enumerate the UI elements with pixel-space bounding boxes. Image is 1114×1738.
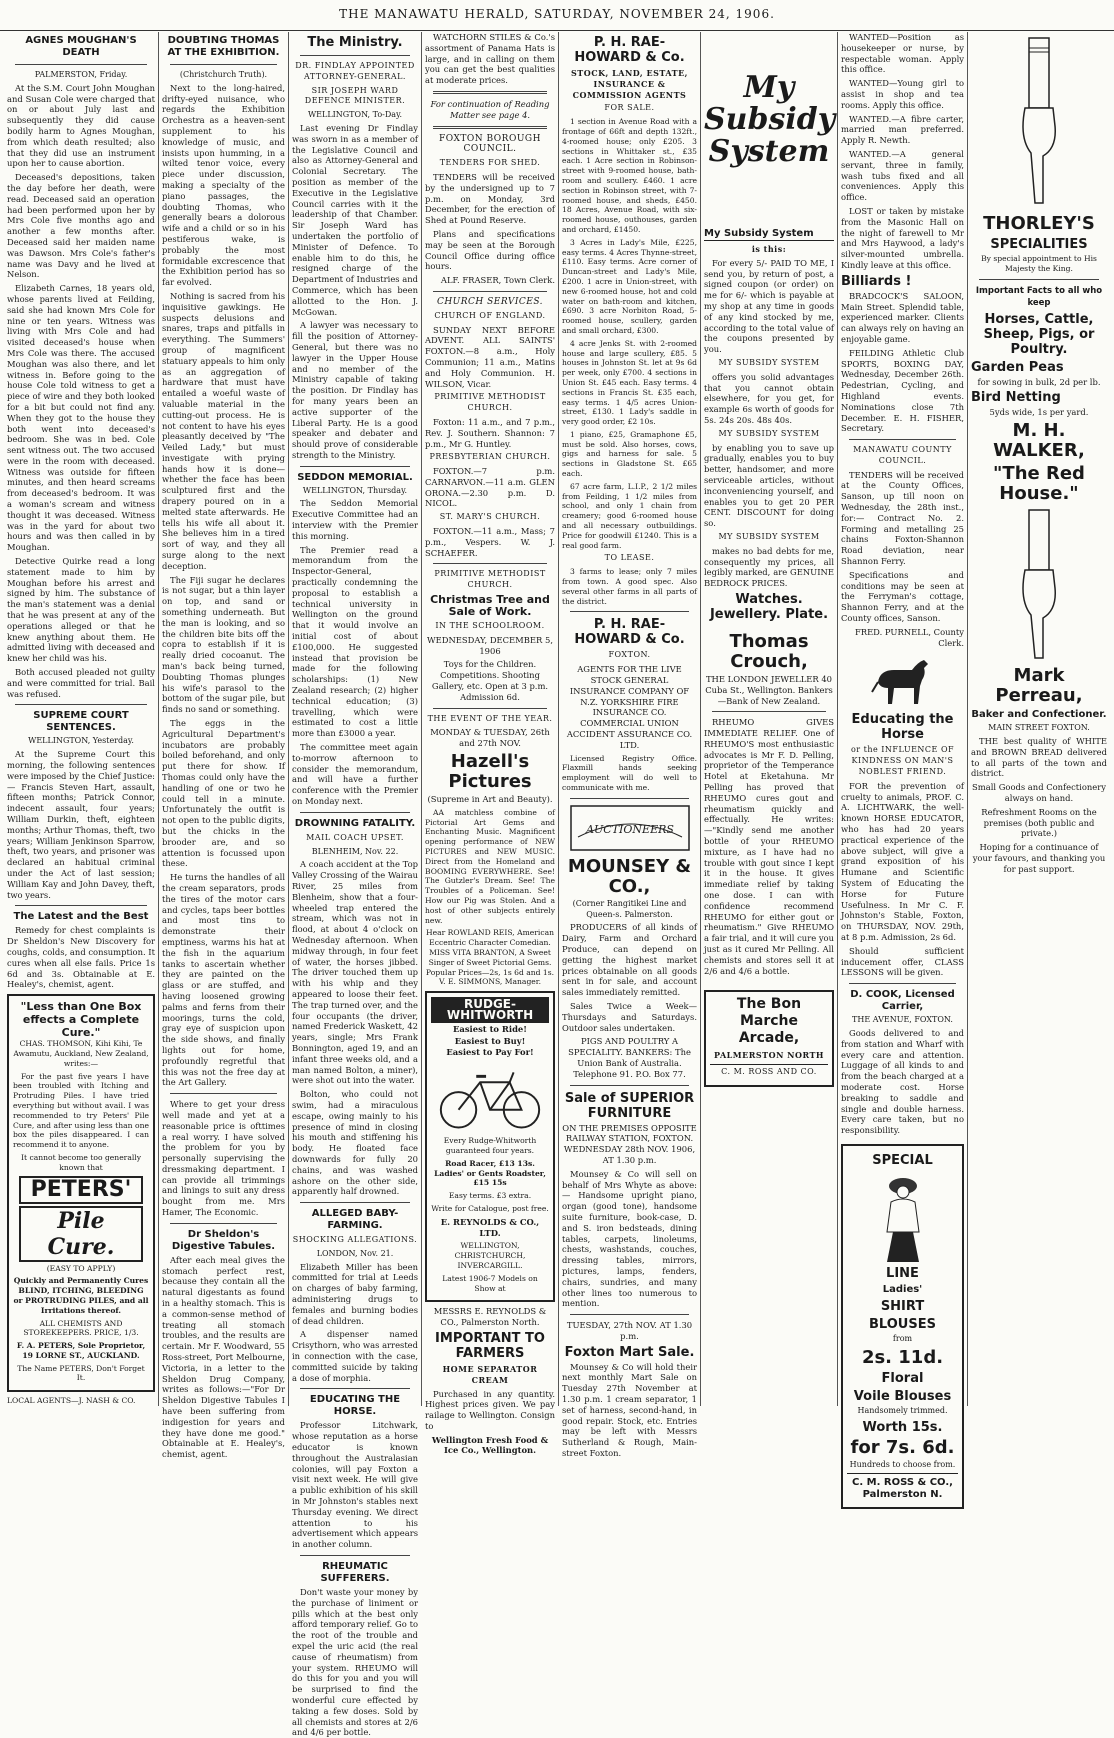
notice-paragraph: Foxton: 11 a.m., and 7 p.m., Rev. J. Southern. Shannon: 7 p.m., Mr G. Huntley. (425, 416, 555, 449)
subheadline: CHURCH OF ENGLAND. (434, 310, 546, 320)
ad-text: SHIRT (880, 1298, 925, 1314)
signature: ALF. FRASER, Town Clerk. (440, 275, 555, 286)
ad-text: Hundreds to choose from. (849, 1459, 956, 1469)
headline-livestock: Horses, Cattle, Sheep, Pigs, or Poultry. (983, 311, 1095, 357)
peters-pile-cure-ad (7, 994, 155, 1392)
ad-text: Voile Blouses (853, 1388, 952, 1404)
display-word: My (743, 70, 795, 105)
divider (849, 983, 956, 984)
column-2 (159, 32, 289, 1460)
subheadline: MY SUBSIDY SYSTEM (718, 531, 820, 541)
classified: LOST or taken by mistake from the Masonic Hall on the night of farewell to Mr and Mrs Haywood, a lady's silver-mounted umbrella. Kindly leave at this office. (841, 205, 964, 270)
headline-watches: Watches. Jewellery. Plate. (709, 591, 829, 622)
listing-paragraph: Mounsey & Co will hold their next monthly Mart Sale on Tuesday 27th November at 1.30 p.m. 1 cream separator, 1 set of harness, second-hand, in good repair. Stock, etc. Entries may be left with Messrs Sutherland & Rough, Main-street Foxton. (562, 1361, 697, 1459)
dateline: WELLINGTON, Yesterday. (28, 736, 134, 746)
rudge-whitworth-ad (425, 991, 555, 1302)
article-paragraph: Remedy for chest complaints is Dr Sheldon's New Discovery for coughs, colds, and consumption. It cures when all else fails. Price 1s 6d and 3s. Obtainable at E. Healey's, chemist, agent. (7, 925, 155, 990)
divider (849, 439, 956, 440)
article-paragraph: He turns the handles of all the cream separators, prods the tires of the motor cars and cycles, taps beer bottles and most tins to demonstrate their emptiness, warms his hat at the fish in the aquarium tanks to ascertain whether they are painted on the glass or are stuffed, and having loosened growing palms and ferns from their moorings, turns the cold, gray eye of suspicion upon the side shows, and finally lights out for home, profoundly regretful that this was not the free day at the Art Gallery. (162, 872, 285, 1088)
notice-paragraph: FOXTON.—11 a.m., Mass; 7 p.m., Vespers. W. J. SCHAEFER. (425, 526, 555, 558)
agents-list: AGENTS FOR THE LIVE STOCK GENERAL INSURANCE COMPANY OF N.Z. YORKSHIRE FIRE INSURANCE CO. COMMERCIAL UNION ACCIDENT ASSURANCE CO. LTD. (566, 664, 693, 750)
article-paragraph: A coach accident at the Top Valley Crossing of the Wairau River, 25 miles from Blenheim, show that a four-wheeled trap entered the stream, which was not in flood, at about 4 o'clock on Wednesday afternoon. When midway through, in four feet of water, the horses jibbed. The driver touched them up with his whip and they appeared to loose their feet. The trap turned over, and the four occupants (the driver, named Frederick Waskett, 42 years, single; Mrs Frank Bonnington, aged 19, and an infant three weeks old, and a man named Bolton, a miner), were shot out into the water. (292, 859, 418, 1086)
article-paragraph: A lawyer was necessary to fill the position of Attorney-General, but there was no lawyer in the Upper House and no member of the Ministry capable of taking the position. Dr Findlay has for many years been an active supporter of the Liberal Party. He is a good speaker and debater and should prove of considerable strength to the Ministry. (292, 320, 418, 460)
headline-cook-carrier: D. COOK, Licensed Carrier, (850, 989, 955, 1013)
notice-paragraph: Hear ROWLAND REIS, American Eccentric Character Comedian. MISS VITA BRANTON, A Sweet Singer of Sweet Pictorial Gems. Popular Prices—2s, 1s 6d and 1s. V. E. SIMMONS, Manager. (425, 928, 555, 987)
subheadline: SIR JOSEPH WARD DEFENCE MINISTER. (304, 85, 406, 106)
dateline: LONDON, Nov. 21. (316, 1248, 394, 1258)
notice-paragraph: FOXTON.—7 p.m. CARNARVON.—11 a.m. GLEN ORONA.—2.30 p.m. D. NICOL. (425, 466, 555, 509)
divider (300, 1555, 410, 1556)
subheadline: ST. MARY'S CHURCH. (439, 512, 541, 522)
ad-title: SPECIAL (872, 1152, 933, 1168)
headline-drowning: DROWNING FATALITY. (294, 817, 416, 829)
article-paragraph: A dispenser named Crisythorn, who was arrested in connection with the case, committed suicide by taking a dose of morphia. (292, 1329, 418, 1383)
ad-text: Ladies' (882, 1283, 923, 1295)
headline-red-house: "The Red House." (993, 463, 1085, 505)
listing-paragraph: 3 Acres in Lady's Mile, £225, easy terms. 4 Acres Thynne-street, £110. Easy terms. Acre corner of Duncan-street and Lady's Mile, £200. 1 acre in Union-street, with new 6-roomed house, hot and cold water on bath-room and kitchen, £690. 3 acre Norbiton Road, 5-roomed house, scullery, garden and small orchard, £300. (562, 237, 697, 335)
headline-baker: Baker and Confectioner. (971, 709, 1107, 721)
headline-furniture-sale: Sale of SUPERIOR FURNITURE (564, 1090, 695, 1121)
article-paragraph: At the Supreme Court this morning, the following sentences were imposed by the Chief Justice:— Francis Steven Hart, assault, fifteen months; Patrick Connor, indecent assault, four years; William Durkin, theft, eighteen months; Arthur Thomas, theft, two years; William Jenkinson Sparrow, theft, two years, and prisoner was declared an habitual criminal under the Act of last session; William Kay and John Davey, theft, two years. (7, 749, 155, 900)
lady-figure-icon (873, 1172, 933, 1262)
subheadline: (Corner Rangitikei Line and Queen-s. Palmerston. (572, 898, 687, 919)
masthead: THE MANAWATU HERALD, SATURDAY, NOVEMBER 24, 1906. (0, 0, 1114, 31)
headline-thomas-crouch: Thomas Crouch, (729, 630, 809, 672)
notice-paragraph: Toys for the Children. Competitions. Shooting Gallery, etc. Open at 3 p.m. Admission 6d. (431, 659, 549, 702)
subheadline: PRIMITIVE METHODIST CHURCH. (434, 392, 546, 413)
ad-text: Handsomely trimmed. (857, 1405, 948, 1415)
divider (570, 611, 689, 612)
ad-price: 2s. 11d. (861, 1346, 944, 1368)
subheadline: FOR SALE. (604, 103, 655, 113)
listing-paragraph: PIGS AND POULTRY A SPECIALITY. BANKERS: The Union Bank of Australia. Telephone 91. P.O. Box 77. (568, 1036, 691, 1079)
headline-walker: M. H. WALKER, (993, 420, 1085, 462)
divider (570, 1085, 689, 1086)
headline-billiards: Billiards ! (841, 273, 912, 289)
ad-title: The Bon Marche (736, 996, 802, 1030)
divider (433, 291, 547, 292)
listing-paragraph: 1 piano, £25, Gramaphone £5, must be sold. Also horses, cows, gigs and harness for sale. 5 sections in Gladstone St. £65 each. (562, 429, 697, 479)
divider (300, 55, 410, 56)
subheadline: is this: (751, 244, 787, 254)
divider (433, 563, 547, 564)
ad-text: BLOUSES (869, 1316, 936, 1332)
divider (15, 905, 147, 906)
ad-text: Write for Catalogue, post free. (431, 1203, 549, 1213)
subheadline: or the INFLUENCE OF KINDNESS ON MAN'S NOBLEST FRIEND. (850, 745, 955, 777)
headline-foxton-borough: FOXTON BOROUGH COUNCIL. (439, 133, 541, 155)
display-word: Subsidy (704, 102, 836, 137)
column-4 (422, 32, 559, 1456)
headline-subsidy-system: My Subsidy System (704, 228, 834, 241)
subheadline: STOCK, LAND, ESTATE, INSURANCE & COMMISSION AGENTS (571, 68, 688, 100)
article-paragraph: Bolton, who could not swim, had a miraculous escape, owing mainly to his presence of mind in closing his mouth and stiffening his body. He floated face downwards for fully 20 chains, and was washed ashore on the other side, apparently half drowned. (292, 1089, 418, 1197)
article-paragraph: The Fiji sugar he declares is not sugar, but a thin layer on top, and sand or something underneath. But the man is looking, and so the children bite bits off the copra to establish if it is really dried cocoanut. The man's back being turned, Doubting Thomas plunges his wife's parasol to the bottom of the sugar pile, but finds no sand or something. (162, 574, 285, 715)
article-paragraph: Next to the long-haired, drifty-eyed nuisance, who regards the Exhibition Orchestra as a heaven-sent supplement to his knowledge of music, and insists upon humming, in a wilted tenor voice, every piece under discussion, making a specialty of the piano passages, the doubting Thomas, who generally bears a dolorous wife and a child or so in his pestiferous wake, is probably the most formidable excrescence that the Exhibition period has so far evolved. (162, 82, 285, 288)
divider (170, 64, 277, 65)
headline-important-farmers: IMPORTANT TO FARMERS (435, 1330, 545, 1361)
classified: WANTED—Young girl to assist in shop and tea rooms. Apply this office. (841, 78, 964, 110)
column-1 (4, 32, 159, 1406)
ad-text: Floral (881, 1370, 924, 1386)
listing-paragraph: TUESDAY, 27th NOV. AT 1.30 p.m. (566, 1320, 693, 1341)
dateline: WELLINGTON, Thursday. (302, 485, 408, 495)
notice-paragraph: SUNDAY NEXT BEFORE ADVENT. ALL SAINTS' FOXTON.—8 a.m., Holy Communion; 11 a.m., Matins and Holy Communion. H. WILSON, Vicar. (425, 324, 555, 389)
subheadline: Important Facts to all who keep (975, 285, 1103, 308)
listing-paragraph: Sales Twice a Week—Thursdays and Saturdays. Outdoor sales undertaken. (562, 1000, 697, 1033)
dateline: PALMERSTON, Friday. (34, 70, 128, 79)
listing-paragraph: Mounsey & Co will sell on behalf of Mrs Whyte as above:— Handsome upright piano, organ (good tone), handsome suite furniture, book-case, D. and S. iron bedsteads, dining tables, carpets, linoleums, chests, washstands, couches, dressing tables, mirrors, pictures, lamps, fenders, chairs, sundries, and many other lines too numerous to mention. (562, 1168, 697, 1309)
notice-paragraph: By special appointment to His Majesty the King. (981, 254, 1097, 273)
headline-baby-farming: ALLEGED BABY-FARMING. (311, 1208, 399, 1232)
divider (300, 1202, 410, 1203)
headline-mark-perreau: Mark Perreau, (995, 665, 1083, 707)
divider (170, 1093, 277, 1094)
dateline: WELLINGTON, To-Day. (307, 110, 403, 120)
headline-county-council: MANAWATU COUNTY COUNCIL. (853, 445, 952, 465)
ad-text: CHAS. THOMSON, Kihi Kihi, Te Awamutu, Auckland, New Zealand, writes:— (13, 1039, 149, 1068)
subheadline: PRIMITIVE METHODIST CHURCH. (434, 569, 546, 590)
subheadline: MAIN STREET FOXTON. (988, 723, 1090, 733)
brand-peters: PETERS' (19, 1176, 143, 1204)
classified: FEILDING Athletic Club SPORTS, BOXING DAY, Wednesday, December 26th. Pedestrian, Cycling, and Highland events. Nominations close 7th December. E. H. FISHER, Secretary. (841, 347, 964, 434)
headline-thorleys: THORLEY'S (983, 213, 1095, 234)
ad-title: Arcade, (738, 1030, 800, 1047)
classified: WANTED.—A general servant, three in family, wash tubs fixed and all conveniences. Apply this office. (841, 148, 964, 203)
headline-educating-the-horse: Educating the Horse (851, 712, 954, 743)
ad-text: Easiest to Pay For! (446, 1047, 534, 1058)
divider (300, 466, 410, 467)
article-paragraph: Where to get your dress well made and yet at a reasonable price is ofttimes a real worry. I have solved the problem for you by personally supervising the dressmaking department. I can provide all trimmings and linings to suit any dress bought from me. Mrs Hamer, The Economic. (162, 1099, 285, 1218)
listing-paragraph: PRODUCERS of all kinds of Dairy, Farm and Orchard Produce, can depend on getting the highest market prices obtainable on all goods sent in for sale, and account sales immediately remitted. (562, 922, 697, 998)
headline-latest-best: The Latest and the Best (13, 911, 149, 923)
divider (433, 91, 547, 94)
subheadline: TENDERS FOR SHED. (439, 158, 541, 168)
notice-paragraph: WEDNESDAY, DECEMBER 5, 1906 (427, 634, 553, 656)
notice-paragraph: THE best quality of WHITE and BROWN BREAD delivered to all parts of the town and district. (971, 735, 1107, 779)
listing-paragraph: 4 acre Jenks St. with 2-roomed house and large scullery, £85. 5 houses in Johnston St. let at 9s 6d per week, only £700. 4 sections in Union St. £45 each. Easy terms. 4 sections in Francis St. £35 each, easy terms. 1 4/5 acres Union-street, £130. 1 Lady's saddle in very good order, £2 10s. (562, 338, 697, 427)
column-8 (968, 32, 1110, 1406)
divider (433, 126, 547, 129)
subheadline: DR. FINDLAY APPOINTED ATTORNEY-GENERAL. (295, 61, 415, 81)
pointing-hand-icon (1009, 510, 1069, 660)
ad-text: Every Rudge-Whitworth guaranteed four years. (443, 1136, 537, 1155)
bon-marche-ad (704, 990, 834, 1087)
brand-pile-cure: Pile Cure. (19, 1206, 143, 1262)
ad-paragraph: makes no bad debts for me, consequently my prices, all legibly marked, are GENUINE BEDROCK PRICES. (704, 545, 834, 589)
ad-price: for 7s. 6d. (850, 1436, 955, 1458)
signature: FRED. PURNELL, County Clerk. (854, 626, 964, 648)
ad-text: ALL CHEMISTS AND STOREKEEPERS. PRICE, 1/3. (23, 1318, 139, 1338)
headline-mart-sale: Foxton Mart Sale. (564, 1344, 695, 1360)
headline-rae-howard: P. H. RAE-HOWARD & Co. (574, 35, 685, 65)
article-paragraph: The committee meet again to-morrow afternoon to consider the memorandum, and will have a further conference with the Premier on Monday next. (292, 742, 418, 806)
divider (15, 704, 147, 705)
subheadline: MY SUBSIDY SYSTEM (718, 357, 820, 367)
headline-sheldon-tabules: Dr Sheldon's Digestive Tabules. (171, 1228, 276, 1252)
headline-rheumatic: RHEUMATIC SUFFERERS. (320, 1561, 390, 1585)
subheadline: THE AVENUE, FOXTON. (852, 1015, 953, 1025)
ad-text: Worth 15s. (862, 1419, 943, 1435)
notice-paragraph: TENDERS will be received at the County Offices, Sanson, up till noon on Wednesday, the 28th inst., for:— Contract No. 2. Forming and metalling 25 chains Foxton-Shannon Road deviation, near Shannon Ferry. (841, 469, 964, 567)
notice-paragraph: FOR the prevention of cruelty to animals, PROF. C. A. LICHTWARK, the well-known HORSE EDUCATOR, who has had 20 years practical experience of the above subject, will give a grand exposition of his Humane and Scientific System of Educating the Horse for Future Usefulness. In Mr C. F. Johnston's Stable, Foxton, on THURSDAY, NOV. 29th, at 8 p.m. Admission, 2s 6d. (841, 780, 964, 942)
notice-paragraph: 5yds wide, 1s per yard. (989, 407, 1089, 418)
headline-ministry: The Ministry. (307, 35, 403, 50)
ad-paragraph: THE LONDON JEWELLER 40 Cuba St., Wellington. Bankers—Bank of New Zealand. (705, 673, 833, 706)
auctioneers-banner (570, 805, 690, 851)
notice-paragraph: Small Goods and Confectionery always on hand. (972, 782, 1106, 803)
notice-paragraph: Refreshment Rooms on the premises (both public and private.) (981, 806, 1097, 839)
notice-paragraph: Hoping for a continuance of your favours, and thanking you for past support. (972, 842, 1106, 874)
source: (Christchurch Truth). (179, 70, 268, 79)
subheadline: THE EVENT OF THE YEAR. (427, 713, 553, 723)
divider (570, 1314, 689, 1315)
headline-church-services: CHURCH SERVICES. (436, 296, 544, 307)
divider (300, 812, 410, 813)
subheadline: IN THE SCHOOLROOM. (435, 621, 545, 631)
ad-text: Quickly and Permanently Cures BLIND, ITCHING, BLEEDING or PROTRUDING PILES, and all Irritations thereof. (13, 1276, 149, 1315)
column-7 (838, 32, 968, 1501)
ad-paragraph: by enabling you to save up gradually, enables you to buy better, handsomer, and more serviceable articles, without inconveniencing yourself, and enables you to get 20 PER CENT. DISCOUNT for doing so. (704, 442, 834, 529)
listing-paragraph: 1 section in Avenue Road with a frontage of 66ft and depth 132ft., 4-roomed house; only £205. 3 sections in Whittaker st., £35 each. 1 Acre section in Robinson-street with 9-roomed house, bath-room and scullery. £460. 1 acre section in Robinson street, with 7-roomed house, and sheds, £450. 18 Acres, Avenue Road, with six-roomed house, outhouses, garden and orchard, £1450. (562, 117, 697, 234)
local-agents: LOCAL AGENTS—J. NASH & CO. (7, 1396, 136, 1406)
ad-title: LINE (886, 1265, 919, 1281)
agent-line: MESSRS E. REYNOLDS & CO., Palmerston North. (433, 1306, 547, 1328)
notice-paragraph: Specifications and conditions may be seen at the Ferryman's cottage, Shannon Ferry, and at the County offices, Sanson. (841, 569, 964, 624)
pointing-hand-icon (1009, 38, 1069, 208)
subheadline: HOME SEPARATOR CREAM (442, 1363, 538, 1385)
article-paragraph: Nothing is sacred from his inquisitive gawkings. He suspects delusions and snares, traps and pitfalls in everything. The Summers' group of magnificent statuary appeals to him only as an aggregation of hardware that must have entailed a woeful waste of valuable material in the cutting-out process. He is not content to have his eyes pleasantly deceived by "The Veiled Lady," but must investigate with prying hands how it is done—whether the face has been sculptured first and the drapery poured on in a melted state afterwards. He tells his wife all about it. She believes him in a tired sort of way, and they all surge along to the next deception. (162, 290, 285, 571)
ad-paragraph: RHEUMO GIVES IMMEDIATE RELIEF. One of RHEUMO'S most enthusiastic advocates is Mr F. D. Pelling, proprietor of the Temperance Hotel at Eketahuna. Mr Pelling has proved that RHEUMO cures gout and rheumatism quickly and effectually. He writes:—"Kindly send me another bottle of your RHEUMO mixture, as I have had no trouble with gout since I kept it in the house. It gives immediate relief by taking one dose. I can with confidence recommend RHEUMO for either gout or rheumatism." Give RHEUMO a fair trial, and it will cure you just as it cured Mr Pelling. All chemists and stores sell it at 2/6 and 4/6 a bottle. (704, 717, 834, 976)
notice-paragraph: Purchased in any quantity. Highest prices given. We pay railage to Wellington. Consign to (425, 1388, 555, 1431)
ad-text: WELLINGTON, CHRISTCHURCH, INVERCARGILL. (454, 1241, 526, 1270)
divider (433, 708, 547, 709)
ad-text: The Name PETERS, Don't Forget It. (17, 1363, 145, 1383)
listing-paragraph: Licensed Registry Office. Flaxmill hands seeking employment will do well to communicate with me. (562, 753, 697, 792)
notice-paragraph: Plans and specifications may be seen at the Borough Council Office during office hours. (425, 228, 555, 272)
display-word: System (708, 134, 830, 169)
divider (712, 711, 826, 712)
article-paragraph: Last evening Dr Findlay was sworn in as a member of the Legislative Council and also as Attorney-General and Colonial Secretary. The position as member of the Executive in the Legislative Council carries with it the leadership of that Chamber. Sir Joseph Ward has undertaken the portfolio of Minister of Defence. To enable him to do this, he resigned charge of the Department of Industries and Commerce, which has been allotted to the Hon. J. McGowan. (292, 122, 418, 317)
ad-text: (EASY TO APPLY) (46, 1263, 116, 1273)
classified: BRADCOCK'S SALOON, Main Street. Splendid table, experienced marker. Clients can always rely on having an enjoyable game. (841, 290, 964, 344)
bicycle-icon (431, 1062, 549, 1132)
ad-paragraph: For every 5/- PAID TO ME, I send you, by return of post, a signed coupon (or order) on me for 6/- which is payable at my shop at any time in goods of any kind stocked by me, according to the total value of the coupons presented by you. (704, 257, 834, 355)
ad-text: Easiest to Ride! (453, 1023, 527, 1034)
listing-paragraph: ON THE PREMISES OPPOSITE RAILWAY STATION, FOXTON. WEDNESDAY 28th NOV. 1906, AT 1.30 p.m. (562, 1122, 697, 1165)
article-paragraph: Both accused pleaded not guilty and were committed for trial. Bail was refused. (7, 667, 155, 699)
article-paragraph: The eggs in the Agricultural Department's incubators are probably boiled beforehand, and only put there for show. If Thomas could only have the handling of one or two he could tell in a minute. Unfortunately the outfit is not open to the public digits, but the chicks in the brooder are, and so attention is focussed upon these. (162, 718, 285, 869)
ad-paragraph: offers you solid advantages that you cannot obtain elsewhere, for you get, for example 6s worth of goods for 5s. 24s 20s. 48s 40s. (704, 371, 834, 425)
horse-icon (868, 652, 938, 708)
headline-garden-peas: Garden Peas (971, 359, 1064, 375)
continuation-note: For continuation of Reading Matter see page 4. (430, 98, 550, 120)
classified: WANTED.—A fibre carter, married man preferred. Apply R. Newth. (841, 113, 964, 146)
column-3 (289, 32, 422, 1738)
ad-text: It cannot become too generally known that (20, 1152, 141, 1172)
subheadline: MAIL COACH UPSET. (306, 832, 404, 842)
listing-paragraph: 67 acre farm, L.I.P., 2 1/2 miles from Feilding, 1 1/2 miles from school, and only 1 chain from creamery; good 6-roomed house and all necessary outbuildings. Price for goodwill £1240. This is a real good farm. (562, 481, 697, 550)
article-paragraph: Professor Litchwark, whose reputation as a horse educator is known throughout the Australasian colonies, will pay Foxton a visit next week. He will give a public exhibition of his skill in Mr Johnston's stables next Thursday evening. We direct attention to his advertisement which appears in another column. (292, 1420, 418, 1550)
article-paragraph: Elizabeth Miller has been committed for trial at Leeds on charges of baby farming, administering drugs to females and burning bodies of dead children. (292, 1261, 418, 1326)
headline-seddon-memorial: SEDDON MEMORIAL. (297, 471, 413, 483)
ad-text: E. REYNOLDS & CO., LTD. (440, 1216, 540, 1238)
ad-text: F. A. PETERS, Sole Proprietor, 19 LORNE ST., AUCKLAND. (16, 1341, 146, 1360)
divider (979, 279, 1099, 280)
article-paragraph: The Premier read a memorandum from the Inspector-General, practically condemning the proposal to establish a technical university in Wellington on the ground that it would involve an initial cost of about £100,000. He suggested instead that provision be made for the following scholarships: (1) New Zealand research; (2) higher technical education; (3) travelling, which were estimated to cost a little more than £3000 a year. (292, 544, 418, 739)
article-paragraph: WATCHORN STILES & Co.'s assortment of Panama Hats is large, and in calling on them you can get the best qualities at moderate prices. (425, 32, 555, 86)
headline-rae-howard-foxton: P. H. RAE-HOWARD & Co. (574, 617, 685, 648)
column-6 (701, 32, 838, 1406)
notice-paragraph: Wellington Fresh Food & Ice Co., Wellington. (431, 1434, 549, 1456)
ad-text: Latest 1906-7 Models on Show at (442, 1273, 538, 1293)
auctioneers-label: AUCTIONEERS (585, 822, 674, 836)
divider (15, 64, 147, 65)
listing-paragraph: 3 farms to lease; only 7 miles from town. A good spec. Also several other farms in all parts of the district. (562, 567, 697, 606)
ad-text: C. M. ROSS AND CO. (710, 1064, 828, 1078)
headline-doubting-thomas: DOUBTING THOMAS AT THE EXHIBITION. (167, 35, 280, 58)
subheadline: TO LEASE. (604, 553, 655, 563)
classified: WANTED—Position as housekeeper or nurse, by respectable woman. Apply this office. (841, 32, 964, 75)
article-paragraph: Elizabeth Carnes, 18 years old, whose parents lived at Feilding, said she had known Mrs Cole for nine or ten years. Witness was living with Mrs Cole and had visited deceased's house when Mrs Cole was there. The accused Moughan was also there, and let witness in. Before going to the house Cole told witness to get a piece of wire and they both looked for a bit but could not find any. When they got to the house they both went into deceased's bedroom. She was in bed. Cole sent witness out. The two accused were in the room with deceased. Witness was outside for fifteen minutes, and then heard screams from deceased's bedroom. It was a woman's scream and witness thought it was deceased. Witness was in the yard for about two hours and was then called in by Moughan. (7, 283, 155, 553)
ad-text: PALMERSTON NORTH (714, 1050, 824, 1061)
notice-paragraph: MONDAY & TUESDAY, 26th and 27th NOV. (430, 727, 550, 749)
article-paragraph: Deceased's depositions, taken the day before her death, were read. Deceased said an operation had been performed upon her by Mrs Cole five months ago and another a few months after. Deceased said her maiden name was Dawson. Mrs Cole's father's name was Davy and he lived at Nelson. (7, 172, 155, 280)
headline-bird-netting: Bird Netting (971, 390, 1061, 406)
ad-text: Easiest to Buy! (454, 1035, 526, 1046)
divider (300, 1388, 410, 1389)
subheadline: FOXTON. (608, 650, 651, 660)
ad-footer: C. M. ROSS & CO., Palmerston N. (847, 1473, 958, 1501)
article-paragraph: The Seddon Memorial Executive Committee had an interview with the Premier this morning. (292, 498, 418, 541)
headline-hazells-pictures: Hazell's Pictures (448, 751, 532, 793)
ad-text: from (892, 1333, 913, 1343)
headline-educating-horse: EDUCATING THE HORSE. (309, 1394, 401, 1418)
headline-agnes-moughan: AGNES MOUGHAN'S DEATH (25, 35, 137, 58)
notice-paragraph: AA matchless combine of Pictorial Art Gems and Enchanting Music. Magnificent opening performance of NEW PICTURES and NEW MUSIC. Direct from the Homeland and BOOMING EVERYWHERE. See! The Gutzler's Dream. See! The Troubles of a Policeman. See! How our Pig was Stolen. And a host of other subjects entirely new. (425, 807, 555, 925)
headline-supreme-court: SUPREME COURT SENTENCES. (33, 710, 129, 734)
ad-title: "Less than One Box effects a Complete Cure." (20, 1000, 142, 1040)
subheadline: PRESBYTERIAN CHURCH. (429, 452, 551, 462)
divider (570, 798, 689, 799)
headline-christmas-tree: Christmas Tree and Sale of Work. (430, 593, 550, 619)
article-paragraph: Detective Quirke read a long statement made to him by Moughan before his arrest and signed by him. The substance of the man's statement was a denial that he was present at any of the operations alleged or that he knew anything about them. He admitted living with deceased and knew her child was his. (7, 556, 155, 664)
divider (170, 1223, 277, 1224)
notice-paragraph: Should sufficient inducement offer, CLASS LESSONS will be given. (841, 945, 964, 978)
notice-paragraph: for sowing in bulk, 2d per lb. (977, 376, 1101, 387)
ad-text: Easy terms. £3 extra. (448, 1191, 532, 1201)
notice-paragraph: Goods delivered to and from station and Wharf with every care and attention. Luggage of all kinds to and from the beach charged at a moderate cost. Horse breaking to saddle and single and double harness. Every care taken, but no responsibility. (841, 1027, 964, 1136)
article-paragraph: Don't waste your money by the purchase of liniment or pills which at the best only afford temporary relief. Go to the root of the trouble and expel the uric acid (the real cause of rheumatism) from your system. RHEUMO will do this for you and you will be surprised to find the wonderful cure effected by taking a few doses. Sold by all chemists and stores at 2/6 and 4/6 per bottle. (292, 1587, 418, 1738)
article-paragraph: At the S.M. Court John Moughan and Susan Cole were charged that on or about July last and subsequently they did cause bodily harm to Agnes Moughan, from which death resulted; also that they did use an instrument upon her to cause abortion. (7, 82, 155, 169)
my-subsidy-system-display (704, 72, 834, 168)
subheadline: SHOCKING ALLEGATIONS. (292, 1235, 418, 1245)
headline-mounsey: MOUNSEY & CO., (567, 855, 692, 897)
notice-paragraph: (Supreme in Art and Beauty). (427, 794, 553, 805)
dateline: BLENHEIM, Nov. 22. (311, 846, 399, 856)
notice-paragraph: TENDERS will be received by the undersigned up to 7 p.m. on Monday, 3rd December, for the erection of Shed at Pound Reserve. (425, 171, 555, 226)
subheadline: MY SUBSIDY SYSTEM (718, 428, 820, 438)
headline-specialities: SPECIALITIES (990, 237, 1088, 252)
ad-text: For the past five years I have been troubled with Itching and Protruding Piles. I have tried everything but without avail. I was recommended to try Peters' Pile Cure, and after using less than one box the piles disappeared. I can recommend it to anyone. (13, 1071, 149, 1150)
special-line-ad (841, 1144, 964, 1509)
column-5 (559, 32, 701, 1459)
ad-title: RUDGE-WHITWORTH (431, 997, 549, 1023)
ad-text: Road Racer, £13 13s. Ladies' or Gents Roadster, £15 15s (434, 1158, 546, 1188)
article-paragraph: After each meal gives the stomach perfect rest, because they contain all the natural digestants as found in a healthy stomach. This is a common-sense method of treating all stomach troubles, and the results are certain. Mr F. Woodward, 55 Ross-street, Port Melbourne, Victoria, in a letter to the Sheldon Drug Company, writes as follows:—"For Dr Sheldon Digestive Tabules I have been suffering from indigestion for years and they have done me good." Obtainable at E. Healey's, chemist, agent. (162, 1254, 285, 1460)
